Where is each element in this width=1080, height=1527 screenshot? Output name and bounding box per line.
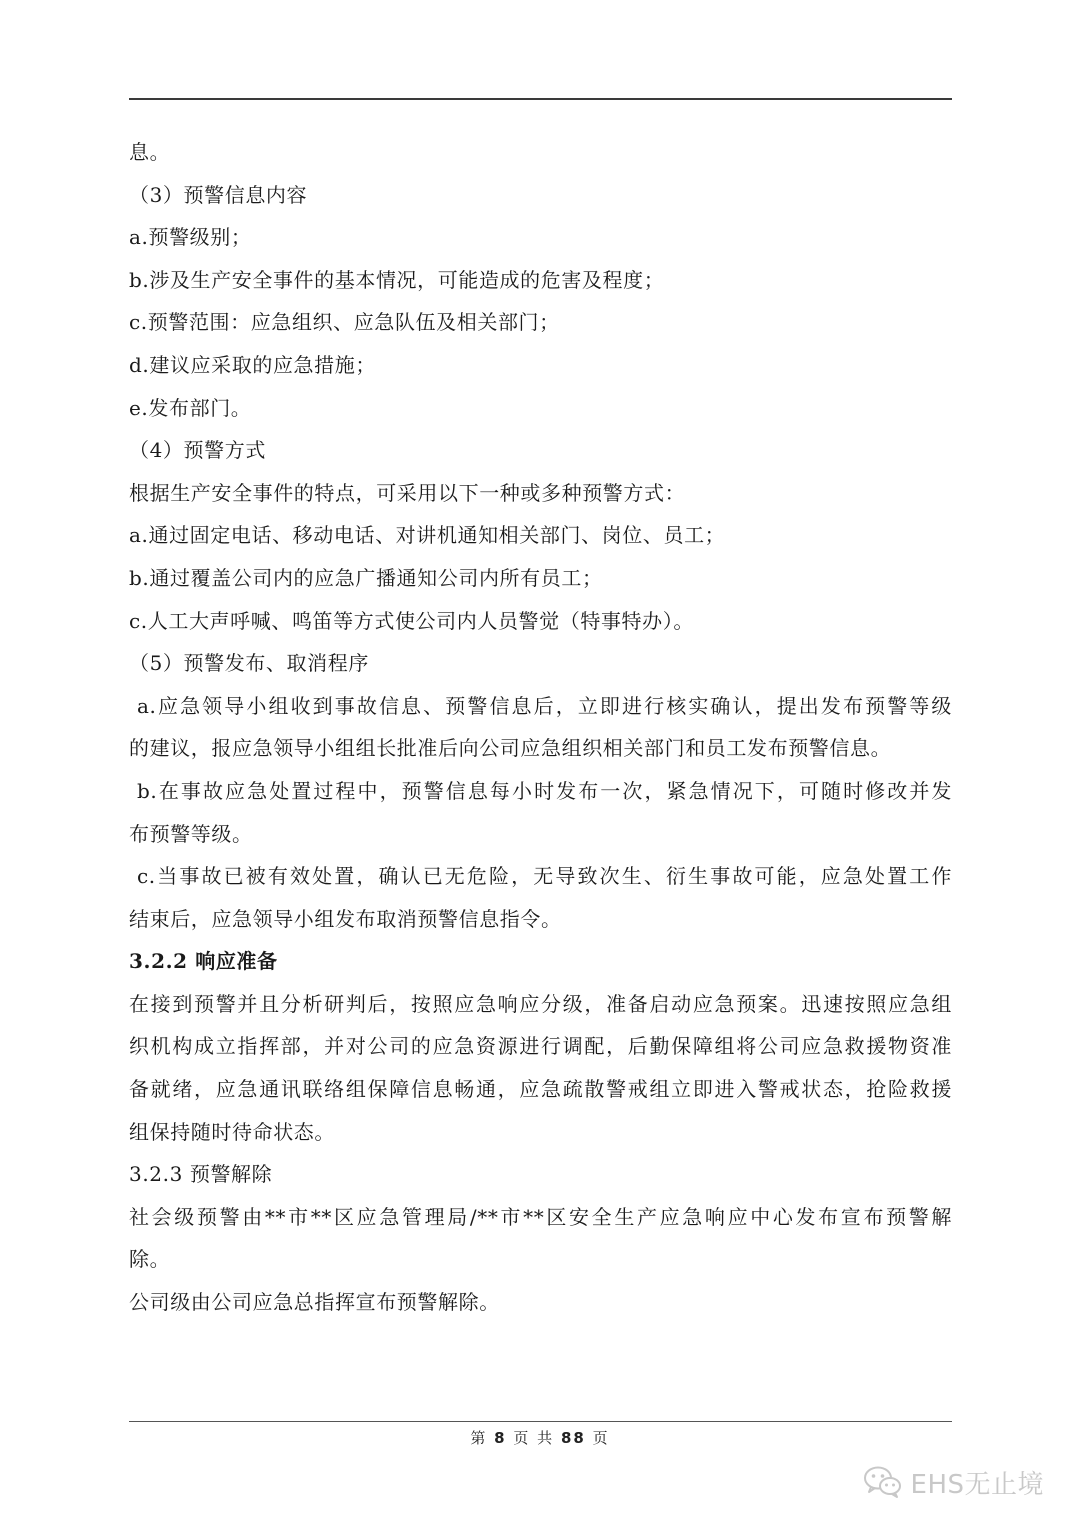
- list-item: c.人工大声呼喊、鸣笛等方式使公司内人员警觉（特事特办）。: [129, 608, 694, 633]
- paragraph-line: 公司级由公司应急总指挥宣布预警解除。: [129, 1290, 500, 1315]
- footer-divider: [129, 1421, 952, 1422]
- footer-suffix: 页: [592, 1429, 610, 1447]
- list-item: c.预警范围：应急组织、应急队伍及相关部门；: [129, 310, 560, 335]
- subheading-warning-procedure: （5）预警发布、取消程序: [129, 651, 369, 676]
- paragraph-line: 织机构成立指挥部，并对公司的应急资源进行调配，后勤保障组将公司应急救援物资准: [129, 1034, 952, 1059]
- paragraph-line: c.当事故已被有效处置，确认已无危险，无导致次生、衍生事故可能，应急处置工作: [137, 864, 952, 889]
- paragraph-line: 组保持随时待命状态。: [129, 1119, 335, 1144]
- paragraph-line: 结束后，应急领导小组发布取消预警信息指令。: [129, 906, 562, 931]
- subheading-warning-method: （4）预警方式: [129, 438, 266, 463]
- wechat-icon: [863, 1465, 903, 1499]
- total-pages: 88: [560, 1429, 586, 1447]
- page-footer: [0, 1427, 1080, 1448]
- subheading-warning-content: （3）预警信息内容: [129, 182, 308, 207]
- paragraph-line: a.应急领导小组收到事故信息、预警信息后，立即进行核实确认，提出发布预警等级: [137, 693, 952, 718]
- watermark-text: EHS无止境: [910, 1469, 1044, 1500]
- list-item: b.涉及生产安全事件的基本情况，可能造成的危害及程度；: [129, 267, 665, 292]
- list-item: a.预警级别；: [129, 225, 252, 250]
- paragraph-line: 备就绪，应急通讯联络组保障信息畅通，应急疏散警戒组立即进入警戒状态，抢险救援: [129, 1077, 952, 1102]
- header-divider: [129, 98, 952, 100]
- list-item: b.通过覆盖公司内的应急广播通知公司内所有员工；: [129, 565, 603, 590]
- footer-prefix: 第: [470, 1429, 488, 1447]
- paragraph-line: 根据生产安全事件的特点，可采用以下一种或多种预警方式：: [129, 480, 686, 505]
- list-item: d.建议应采取的应急措施；: [129, 352, 376, 377]
- paragraph-line: b.在事故应急处置过程中，预警信息每小时发布一次，紧急情况下，可随时修改并发: [137, 778, 952, 803]
- footer-middle: 页 共: [513, 1429, 555, 1447]
- paragraph-line: 除。: [129, 1247, 171, 1272]
- paragraph-line: 布预警等级。: [129, 821, 253, 846]
- paragraph-line: 的建议，报应急领导小组组长批准后向公司应急组织相关部门和员工发布预警信息。: [129, 736, 892, 761]
- section-heading-3-2-2: 3.2.2 响应准备: [129, 949, 278, 974]
- watermark: [863, 1462, 1044, 1502]
- list-item: e.发布部门。: [129, 395, 252, 420]
- section-heading-3-2-3: 3.2.3 预警解除: [129, 1162, 273, 1187]
- page-number: 8: [494, 1429, 507, 1447]
- paragraph-line: 在接到预警并且分析研判后，按照应急响应分级，准备启动应急预案。迅速按照应急组: [129, 991, 952, 1016]
- document-body: [129, 131, 952, 1324]
- list-item: a.通过固定电话、移动电话、对讲机通知相关部门、岗位、员工；: [129, 523, 726, 548]
- paragraph-line: 社会级预警由**市**区应急管理局/**市**区安全生产应急响应中心发布宣布预警解: [129, 1204, 952, 1229]
- paragraph-line: 息。: [129, 140, 171, 164]
